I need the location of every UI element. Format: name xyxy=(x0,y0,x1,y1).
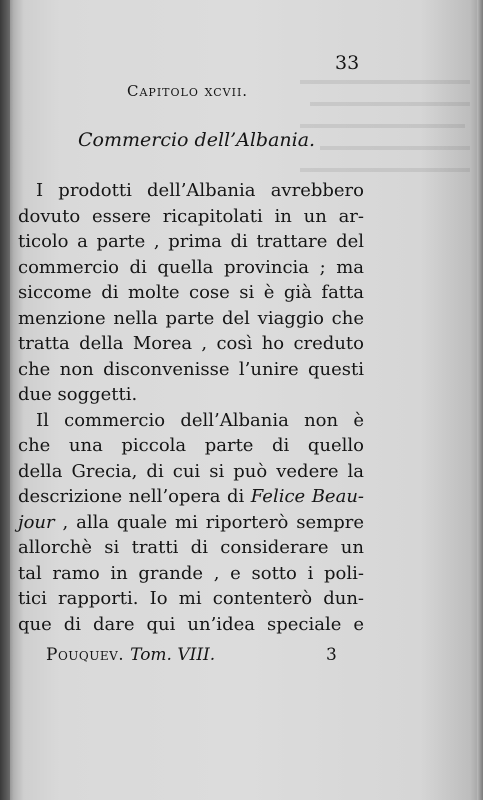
text-line: tratta della Morea , così ho creduto xyxy=(18,333,364,354)
printer-signature-mark: 3 xyxy=(326,645,337,665)
text-line: allorchè si tratti di considerare un xyxy=(18,537,364,558)
text-fragment: descrizione nell’opera di xyxy=(18,486,251,507)
text-line: ticolo a parte , prima di trattare del xyxy=(18,231,364,252)
text-line: I prodotti dell’Albania avrebbero xyxy=(36,180,364,201)
text-line: che una piccola parte di quello xyxy=(18,435,364,456)
page-number: 33 xyxy=(335,52,360,74)
text-line: tal ramo in grande , e sotto i poli- xyxy=(18,562,364,584)
text-line: tici rapporti. Io mi contenterò dun- xyxy=(18,588,364,609)
author-signature: Pouquev. xyxy=(46,645,125,665)
text-line: Il commercio dell’Albania non è xyxy=(36,409,364,431)
volume-label: Tom. VIII. xyxy=(130,645,216,665)
author-name-italic: Felice Beau- xyxy=(250,486,364,507)
section-title: Commercio dell’Albania. xyxy=(78,129,316,151)
text-line: que di dare qui un’idea speciale e xyxy=(18,613,364,635)
text-line: menzione nella parte del viaggio che xyxy=(18,307,364,329)
text-line xyxy=(18,484,364,510)
text-line: commercio di quella provincia ; ma xyxy=(18,256,364,278)
page-gutter-shadow xyxy=(0,0,10,800)
text-line: della Grecia, di cui si può vedere la xyxy=(18,460,364,482)
body-text xyxy=(18,178,364,637)
footer-signature-line xyxy=(46,645,215,665)
text-line: che non disconvenisse l’unire questi xyxy=(18,358,364,380)
text-line: due soggetti. xyxy=(18,384,138,405)
chapter-heading: Capitolo xcvii. xyxy=(127,82,249,100)
text-line xyxy=(18,510,364,536)
text-fragment: , alla quale mi riporterò sempre xyxy=(54,511,364,533)
text-line: dovuto essere ricapitolati in un ar- xyxy=(18,205,364,227)
text-line: siccome di molte cose si è già fatta xyxy=(18,282,364,303)
author-name-italic-cont: jour xyxy=(18,511,55,533)
